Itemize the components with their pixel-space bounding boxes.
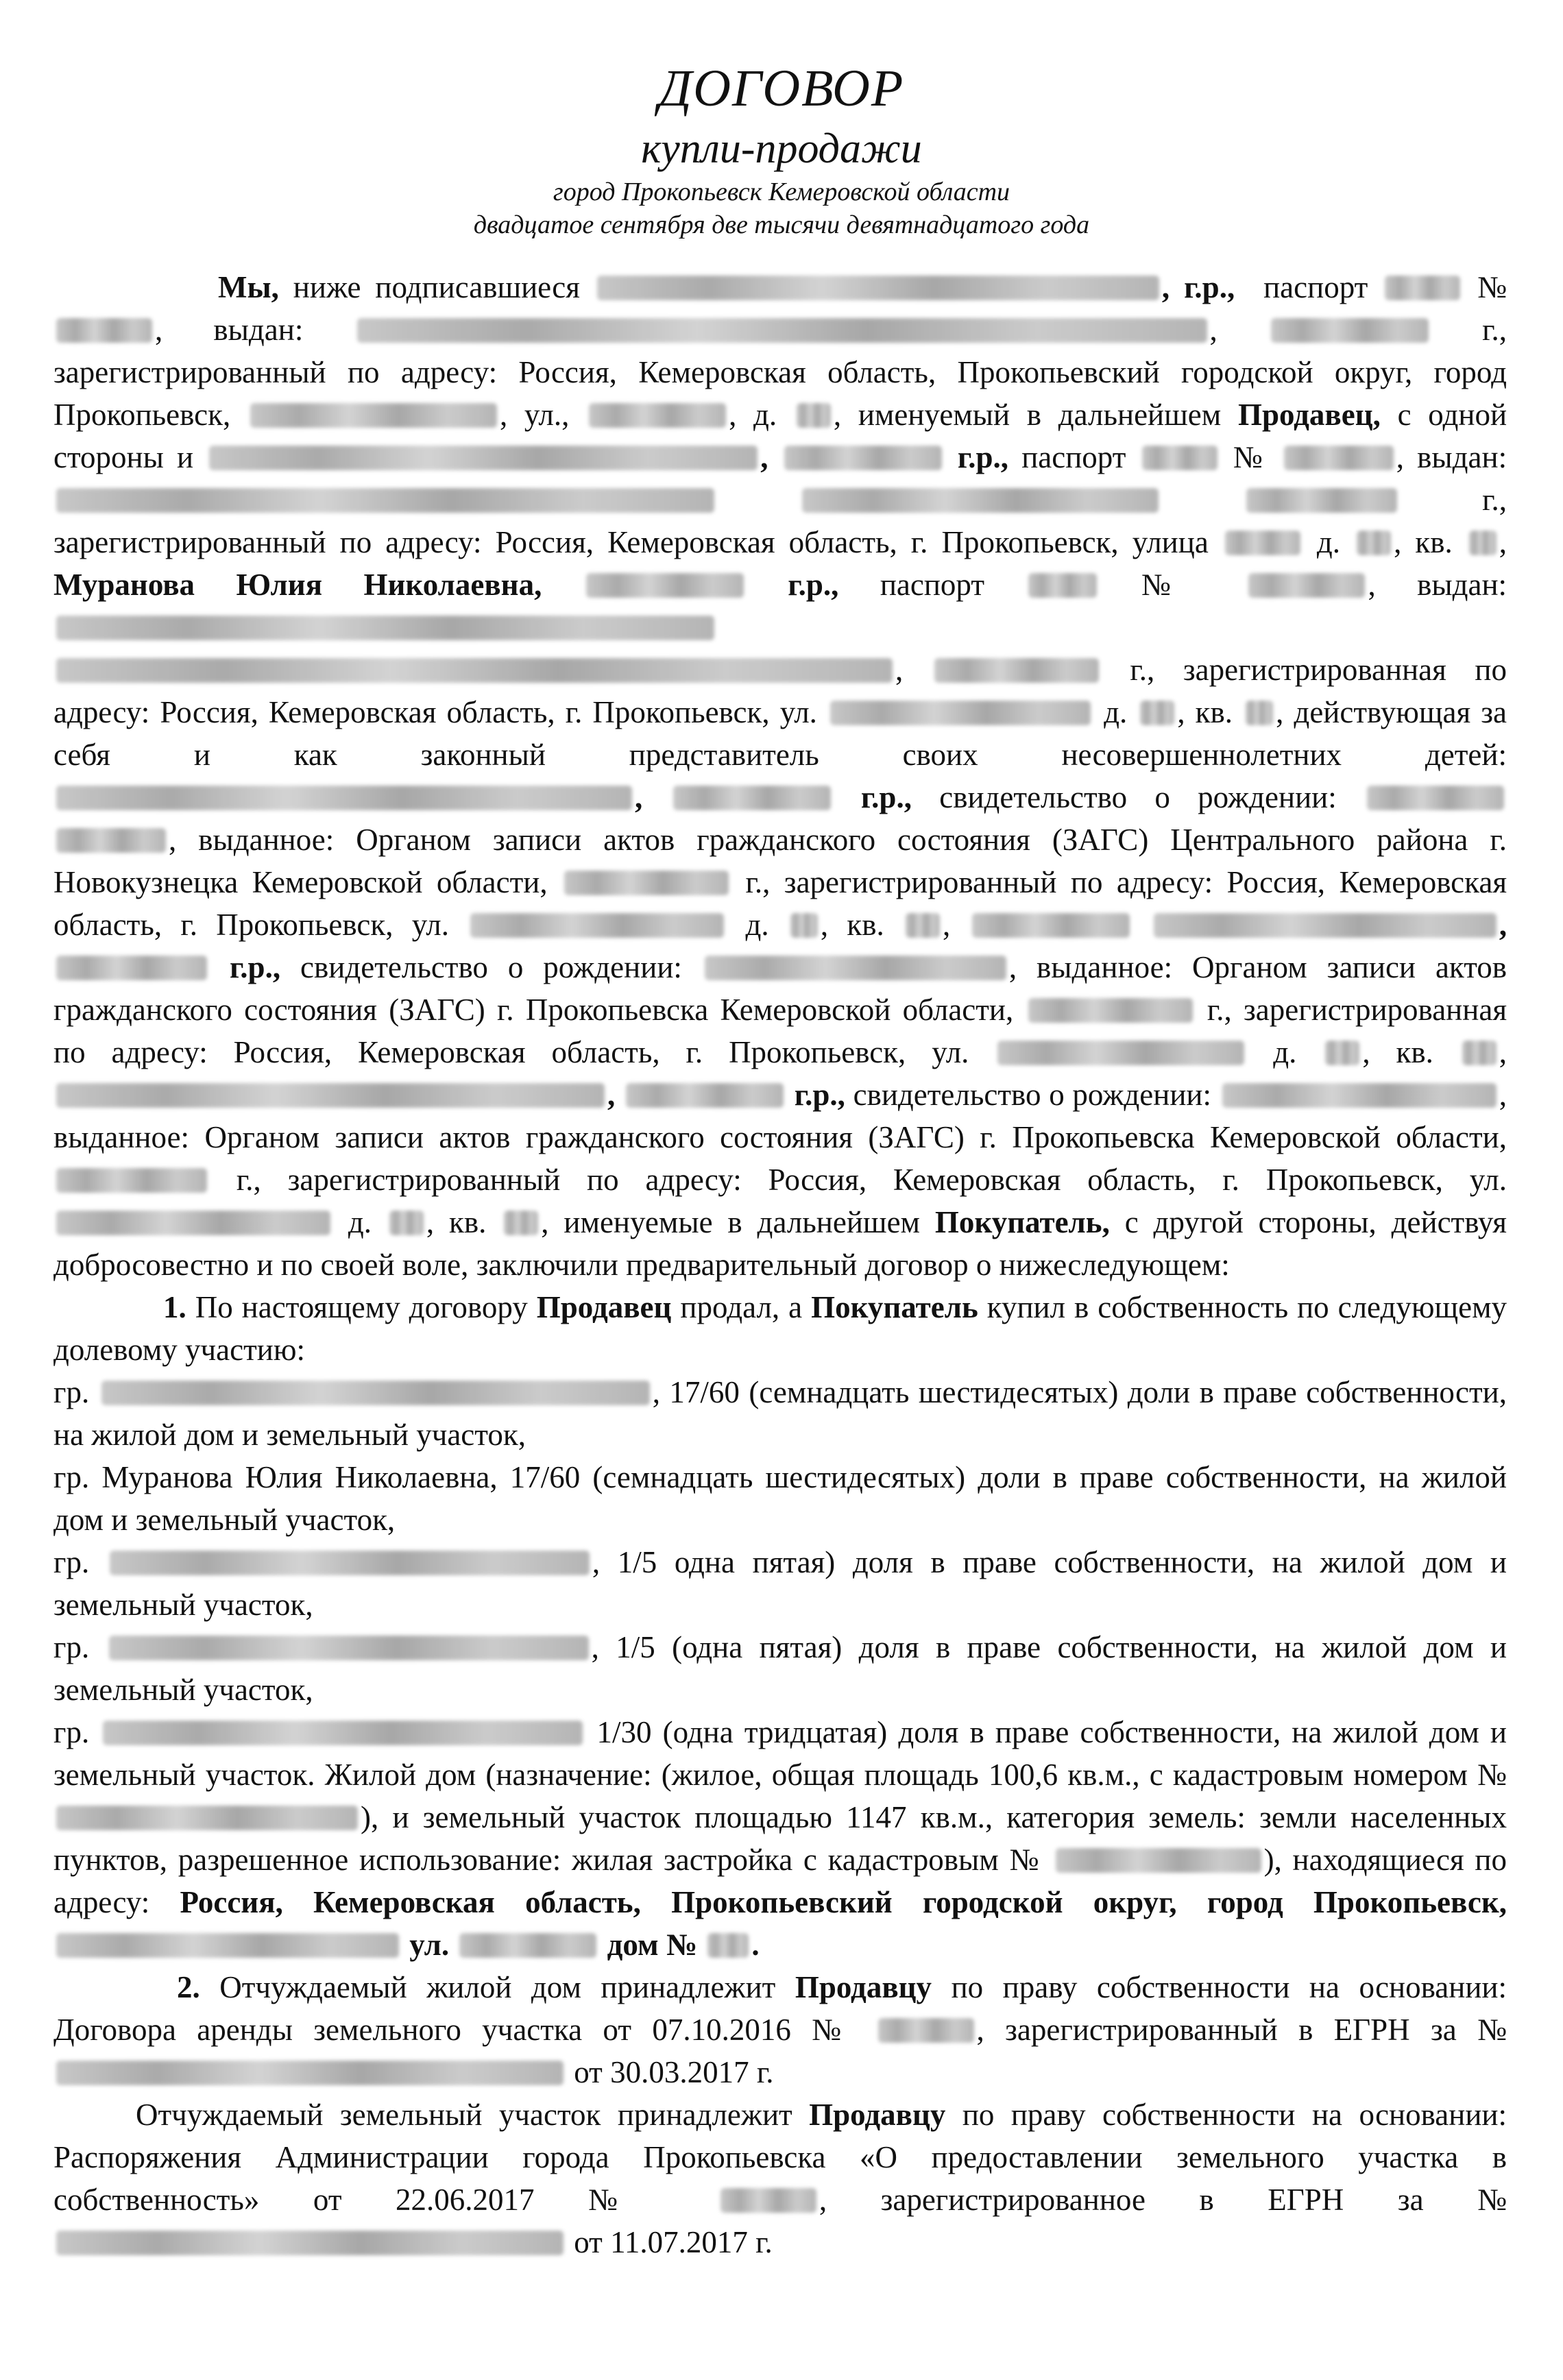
redacted-certificate: [1222, 1083, 1497, 1108]
share-item-3: [53, 1541, 1507, 1626]
redacted-name: [103, 1721, 583, 1745]
redacted-issuer: [802, 488, 1159, 513]
share-text: гр. Муранова Юлия Николаевна, 17/60 (семнадцать шестидесятых) доли в праве собственности, на жилой дом и земельный участок,: [53, 1460, 1507, 1537]
redacted-birthdate: [626, 1083, 784, 1108]
share-text: ), и земельный участок площадью 1147 кв.м., категория земель: земли населенных пунктов, разрешенное использование: жилая застройка с кадастровым №: [53, 1800, 1507, 1877]
redacted-contract-number: [878, 2018, 974, 2043]
redacted-child-name: [56, 786, 632, 810]
redacted-house: [1140, 701, 1174, 725]
redacted-date: [1028, 998, 1193, 1023]
redacted-street: [997, 1041, 1244, 1065]
clause-1: [53, 1286, 1507, 1371]
redacted-name: [110, 1551, 590, 1575]
intro-text: свидетельство о рождении:: [939, 780, 1337, 814]
intro-text: ниже подписавшиеся: [293, 270, 580, 304]
share-text: , 1/5 одна пятая) доля в праве собственности, на жилой дом и земельный участок,: [53, 1545, 1507, 1622]
clause-text: По настоящему договору: [195, 1290, 528, 1324]
clause-buyer: Покупатель: [811, 1290, 978, 1324]
redacted-passport-series: [1385, 276, 1460, 300]
intro-text: , действующая за себя и как законный представитель своих несовершеннолетних детей:: [53, 695, 1507, 772]
redacted-date: [1246, 488, 1397, 513]
share-text: , 17/60 (семнадцать шестидесятых) доли в праве собственности, на жилой дом и земельный участок,: [53, 1375, 1507, 1452]
redacted-registry-number: [56, 2231, 564, 2255]
redacted-flat: [1462, 1041, 1497, 1065]
intro-text: г., зарегистрированная по адресу: Россия, Кемеровская область, г. Прокопьевск, ул.: [53, 653, 1507, 729]
intro-text: г., зарегистрированный по адресу: Россия, Кемеровская область, Прокопьевский городской округ, город Прокопьевск,: [53, 313, 1507, 432]
clause-text: Отчуждаемый жилой дом принадлежит: [219, 1970, 776, 2004]
intro-text: ,: [943, 908, 951, 942]
share-prefix: гр.: [53, 1375, 90, 1409]
intro-text: ,: [895, 653, 904, 687]
intro-text: , кв.: [1362, 1035, 1433, 1069]
redacted-name: [101, 1381, 650, 1405]
property-address: Россия, Кемеровская область, Прокопьевский городской округ, город Прокопьевск,: [180, 1885, 1507, 1919]
redacted-cadastral-number: [1056, 1848, 1261, 1873]
redacted-certificate: [56, 828, 166, 853]
intro-text: , выданное: Органом записи актов гражданского состояния (ЗАГС) Центрального района г. Новокузнецка Кемеровской области,: [53, 823, 1507, 899]
redacted-flat: [1469, 531, 1497, 555]
redacted-certificate: [705, 956, 1006, 980]
intro-text: г.р.,: [794, 1078, 845, 1112]
intro-buyer: Покупатель,: [934, 1205, 1110, 1239]
intro-text: ,: [1209, 313, 1217, 347]
redacted-date: [934, 658, 1099, 683]
clause-text: , зарегистрированное в ЕГРН за №: [819, 2183, 1507, 2217]
intro-text: д.: [1316, 525, 1341, 559]
intro-text: ,: [1499, 908, 1507, 942]
intro-text: , выданное: Органом записи актов гражданского состояния (ЗАГС) г. Прокопьевска Кемеровской области,: [53, 1078, 1507, 1154]
clause-text: продал, а: [680, 1290, 803, 1324]
intro-text: , выдан:: [1368, 568, 1507, 602]
document-date: двадцатое сентября две тысячи девятнадцатого года: [473, 210, 1090, 239]
share-text: ), находящиеся по адресу:: [53, 1843, 1507, 1919]
redacted-house: [1325, 1041, 1359, 1065]
share-item-2: [53, 1456, 1507, 1541]
redacted-issuer: [56, 616, 714, 640]
intro-text: ,: [1499, 1035, 1507, 1069]
property-address: дом №: [607, 1928, 698, 1962]
redacted-birthdate: [56, 956, 207, 980]
intro-text: ,: [1499, 525, 1507, 559]
redacted-house: [790, 913, 818, 938]
redacted-date: [56, 1168, 207, 1193]
intro-paragraph: [53, 266, 1507, 1286]
intro-seller: Продавец,: [1237, 398, 1381, 432]
redacted-passport-series: [1028, 573, 1097, 598]
clause-2-land: [53, 2093, 1507, 2263]
intro-text: свидетельство о рождении:: [853, 1078, 1212, 1112]
redacted-street: [589, 403, 726, 428]
clause-text: от 11.07.2017 г.: [574, 2225, 773, 2259]
intro-text: д.: [745, 908, 769, 942]
redacted-name: [209, 446, 758, 470]
intro-text: г.р.,: [957, 440, 1009, 474]
intro-text: , кв.: [820, 908, 884, 942]
clause-text: по праву собственности на основании: Распоряжения Администрации города Прокопьевска «О предоставлении земельного участка в собственность» от 22.06.2017 №: [53, 2098, 1507, 2217]
intro-text: г.р.,: [860, 780, 912, 814]
redacted-address: [250, 403, 497, 428]
intro-text: ,: [760, 440, 768, 474]
intro-text: , ул.,: [499, 398, 570, 432]
redacted-child-name: [56, 1083, 605, 1108]
intro-text: г., зарегистрированный по адресу: Россия, Кемеровская область, г. Прокопьевск, улица: [53, 483, 1507, 559]
intro-text: г., зарегистрированный по адресу: Россия, Кемеровская область, г. Прокопьевск, ул.: [53, 865, 1507, 942]
redacted-house: [707, 1933, 749, 1958]
clause-2: [53, 1966, 1507, 2093]
clause-seller: Продавец: [536, 1290, 672, 1324]
clause-seller: Продавцу: [809, 2098, 946, 2132]
intro-text: , именуемые в дальнейшем: [541, 1205, 921, 1239]
intro-text: , выдан:: [1396, 440, 1507, 474]
intro-text: , выдан:: [155, 313, 304, 347]
share-item-1: [53, 1371, 1507, 1456]
redacted-date: [564, 871, 729, 895]
clause-text: Отчуждаемый земельный участок принадлежит: [136, 2098, 792, 2132]
redacted-flat: [906, 913, 940, 938]
intro-buyer-name: Муранова Юлия Николаевна,: [53, 568, 542, 602]
intro-text: г., зарегистрированный по адресу: Россия, Кемеровская область, г. Прокопьевск, ул.: [236, 1163, 1507, 1197]
redacted-house: [797, 403, 831, 428]
redacted-house: [389, 1211, 424, 1235]
clause-number: 2.: [177, 1970, 200, 2004]
redacted-passport-number: [1248, 573, 1365, 598]
share-prefix: гр.: [53, 1545, 90, 1579]
share-prefix: гр.: [53, 1715, 90, 1749]
redacted-birthdate: [586, 573, 744, 598]
redacted-seller-name: [597, 276, 1159, 300]
clause-text: по праву собственности на основании: Договора аренды земельного участка от 07.10.2016 №: [53, 1970, 1507, 2047]
share-prefix: гр.: [53, 1630, 90, 1664]
intro-text: г.р.,: [788, 568, 839, 602]
intro-text: ,: [607, 1078, 616, 1112]
intro-text: №: [1233, 440, 1268, 474]
intro-text: д.: [348, 1205, 372, 1239]
share-item-5: [53, 1711, 1507, 1966]
property-address: .: [751, 1928, 760, 1962]
redacted-name: [109, 1636, 589, 1660]
document-place: город Прокопьевск Кемеровской области: [553, 178, 1010, 206]
property-address: ул.: [409, 1928, 450, 1962]
redacted-street: [830, 701, 1091, 725]
clause-text: , зарегистрированный в ЕГРН за №: [976, 2013, 1507, 2047]
intro-text: , выданное: Органом записи актов гражданского состояния (ЗАГС) г. Прокопьевска Кемеровской области,: [53, 950, 1507, 1027]
intro-text: №: [1141, 568, 1204, 602]
share-item-4: [53, 1626, 1507, 1711]
clause-text: от 30.03.2017 г.: [574, 2055, 774, 2089]
intro-text: ,: [635, 780, 643, 814]
intro-we: Мы,: [218, 270, 279, 304]
document-title: ДОГОВОР: [658, 60, 905, 117]
redacted-birthdate: [673, 786, 831, 810]
redacted-issuer: [56, 488, 714, 513]
redacted-street: [459, 1933, 596, 1958]
redacted-street: [56, 1211, 330, 1235]
intro-text: с одной стороны и: [53, 398, 1507, 474]
redacted-order-number: [720, 2188, 816, 2213]
document-body: [53, 266, 1507, 2263]
intro-text: №: [1477, 270, 1507, 304]
redacted-issuer: [56, 658, 893, 683]
redacted-flat: [1246, 701, 1273, 725]
redacted-passport-number: [56, 318, 152, 343]
redacted-cadastral-number: [56, 1806, 358, 1830]
share-text: 1/30 (одна тридцатая) доля в праве собственности, на жилой дом и земельный участок. Жилой дом (назначение: (жилое, общая площадь 100,6 кв.м., с кадастровым номером №: [53, 1715, 1507, 1792]
redacted-house: [1357, 531, 1391, 555]
intro-text: с другой стороны, действуя добросовестно и по своей воле, заключили предварительный договор о нижеследующем:: [53, 1205, 1507, 1282]
redacted-passport-number: [1284, 446, 1394, 470]
redacted-district: [56, 1933, 399, 1958]
intro-text: , именуемый в дальнейшем: [833, 398, 1222, 432]
redacted-child-name: [972, 913, 1130, 938]
intro-text: паспорт: [1263, 270, 1368, 304]
share-text: , 1/5 (одна пятая) доля в праве собственности, на жилой дом и земельный участок,: [53, 1630, 1507, 1707]
document-subtitle: купли-продажи: [641, 125, 922, 172]
intro-text: д.: [1273, 1035, 1297, 1069]
clause-number: 1.: [163, 1290, 186, 1324]
redacted-issuer: [357, 318, 1207, 343]
intro-text: , г.р.,: [1161, 270, 1235, 304]
redacted-street: [470, 913, 724, 938]
clause-seller: Продавцу: [795, 1970, 932, 2004]
clause-text: купил в собственность по следующему долевому участию:: [53, 1290, 1507, 1367]
intro-text: , кв.: [426, 1205, 487, 1239]
intro-text: г.р.,: [229, 950, 281, 984]
redacted-flat: [504, 1211, 538, 1235]
intro-text: свидетельство о рождении:: [300, 950, 682, 984]
redacted-street: [1225, 531, 1300, 555]
redacted-child-name: [1154, 913, 1497, 938]
intro-text: , кв.: [1394, 525, 1453, 559]
intro-text: паспорт: [1021, 440, 1126, 474]
intro-text: паспорт: [880, 568, 984, 602]
redacted-date: [1271, 318, 1429, 343]
redacted-passport-series: [1142, 446, 1217, 470]
redacted-certificate: [1367, 786, 1504, 810]
intro-text: д.: [1104, 695, 1128, 729]
redacted-birthdate: [784, 446, 942, 470]
intro-text: , д.: [729, 398, 777, 432]
redacted-registry-number: [56, 2061, 564, 2085]
intro-text: , кв.: [1177, 695, 1233, 729]
intro-text: г., зарегистрированная по адресу: Россия, Кемеровская область, г. Прокопьевск, ул.: [53, 993, 1507, 1069]
